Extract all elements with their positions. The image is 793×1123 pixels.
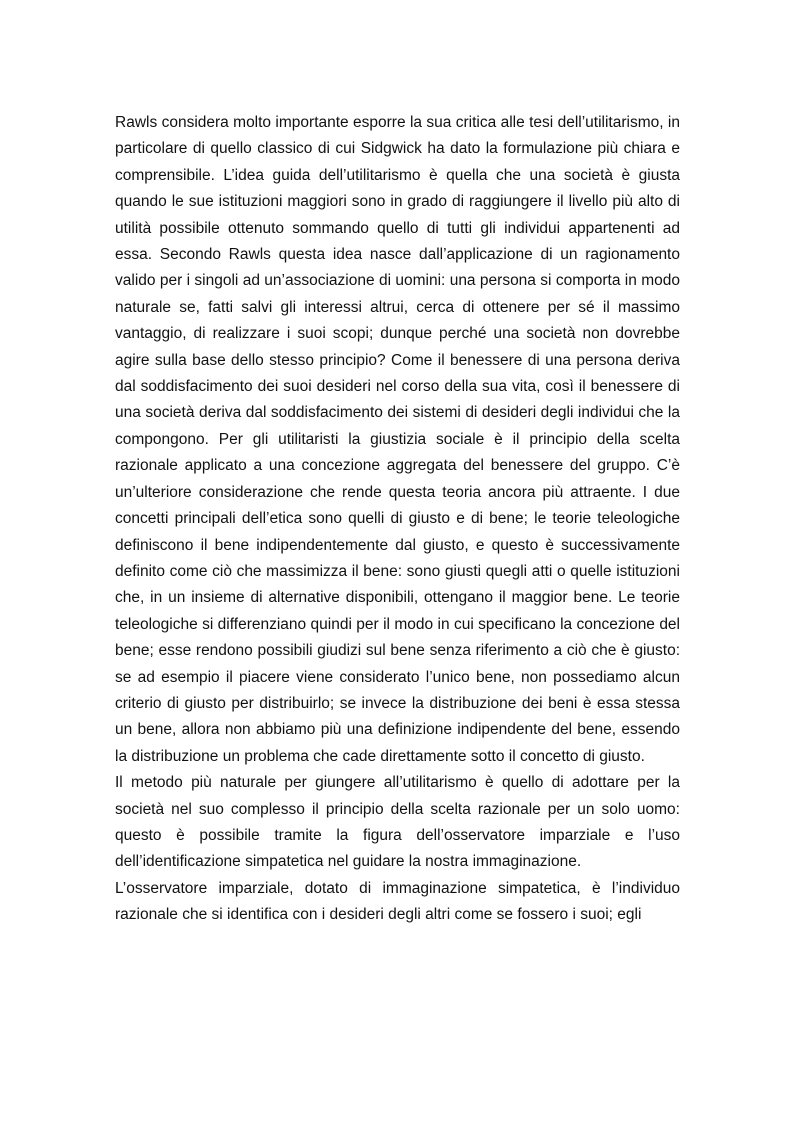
body-text: [115, 110, 680, 929]
paragraph-natural-method: Il metodo più naturale per giungere all’utilitarismo è quello di adottare per la società nel suo complesso il principio della scelta razionale per un solo uomo: questo è possibile tramite la figura dell’osservatore imparziale e l’uso dell’identificazione simpatetica nel guidare la nostra immaginazione.: [115, 774, 680, 871]
paragraph-utilitarianism-critique: Rawls considera molto importante esporre la sua critica alle tesi dell’utilitarismo, in particolare di quello classico di cui Sidgwick ha dato la formulazione più chiara e comprensibile. L’idea guida dell’utilitarismo è quella che una società è giusta quando le sue istituzioni maggiori sono in grado di raggiungere il livello più alto di utilità possibile ottenuto sommando quello di tutti gli individui appartenenti ad essa. Secondo Rawls questa idea nasce dall’applicazione di un ragionamento valido per i singoli ad un’associazione di uomini: una persona si comporta in modo naturale se, fatti salvi gli interessi altrui, cerca di ottenere per sé il massimo vantaggio, di realizzare i suoi scopi; dunque perché una società non dovrebbe agire sulla base dello stesso principio? Come il benessere di una persona deriva dal soddisfacimento dei suoi desideri nel corso della sua vita, così il benessere di una società deriva dal soddisfacimento dei sistemi di desideri degli individui che la compongono. Per gli utilitaristi la giustizia sociale è il principio della scelta razionale applicato a una concezione aggregata del benessere del gruppo. C’è un’ulteriore considerazione che rende questa teoria ancora più attraente. I due concetti principali dell’etica sono quelli di giusto e di bene; le teorie teleologiche definiscono il bene indipendentemente dal giusto, e questo è successivamente definito come ciò che massimizza il bene: sono giusti quegli atti o quelle istituzioni che, in un insieme di alternative disponibili, ottengano il maggior bene. Le teorie teleologiche si differenziano quindi per il modo in cui specificano la concezione del bene; esse rendono possibili giudizi sul bene senza riferimento a ciò che è giusto: se ad esempio il piacere viene considerato l’unico bene, non possediamo alcun criterio di giusto per distribuirlo; se invece la distribuzione dei beni è essa stessa un bene, allora non abbiamo più una definizione indipendente del bene, essendo la distribuzione un problema che cade direttamente sotto il concetto di giusto.: [115, 114, 680, 765]
paragraph-impartial-observer: L’osservatore imparziale, dotato di immaginazione simpatetica, è l’individuo razionale che si identifica con i desideri degli altri come se fossero i suoi; egli: [115, 879, 680, 924]
